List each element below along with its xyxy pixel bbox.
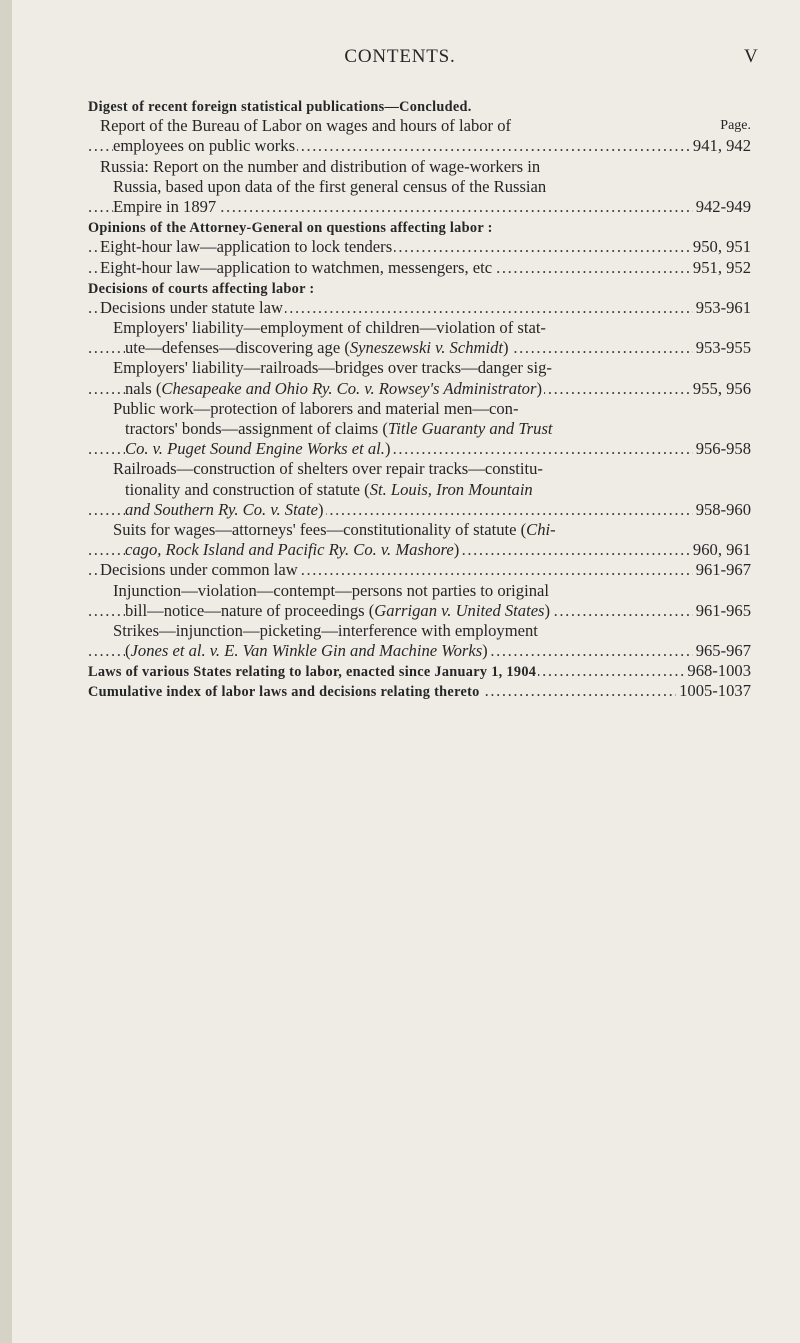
toc-entry-text: [125, 419, 555, 438]
toc-entry-text: [125, 480, 535, 499]
case-name: and Southern Ry. Co. v. State: [125, 499, 318, 519]
entry-text: tractors' bonds—assignment of claims (: [125, 419, 388, 438]
entry-text-end: ): [536, 378, 542, 398]
toc-entry: [88, 439, 751, 459]
toc-entry-text: [88, 220, 495, 236]
entry-text-end: ): [453, 540, 460, 560]
page-reference: 965-967: [693, 641, 751, 661]
entry-text: Decisions of courts affecting labor :: [88, 280, 315, 297]
toc-entry: [88, 318, 751, 338]
case-name: Syneszewski v. Schmidt: [349, 338, 504, 358]
page-reference: 953-955: [693, 338, 751, 358]
entry-text: Employers' liability—railroads—bridges over tracks—danger sig-: [113, 358, 552, 378]
toc-entry: [88, 116, 751, 136]
toc-entry: [88, 661, 751, 681]
case-name: Garrigan v. United States: [374, 600, 545, 620]
toc-entry: [88, 338, 751, 358]
case-name: Chi-: [526, 519, 556, 539]
toc-entry-text: [100, 116, 513, 135]
toc-entry-text: [88, 664, 538, 680]
case-name: Co. v. Puget Sound Engine Works et al.: [125, 439, 385, 459]
toc-entry: [88, 581, 751, 601]
page-reference: 955, 956: [690, 379, 751, 399]
toc-entry-text: [100, 560, 300, 579]
toc-entry-text: [113, 318, 548, 337]
toc-entry-text: [113, 459, 545, 478]
case-name: Jones et al. v. E. Van Winkle Gin and Machine Works: [130, 641, 483, 661]
case-name: cago, Rock Island and Pacific Ry. Co. v. Mashore: [125, 540, 454, 560]
entry-text: Opinions of the Attorney-General on questions affecting labor :: [88, 220, 493, 237]
page-reference: 968-1003: [684, 661, 751, 681]
toc-entry: [88, 258, 751, 278]
entry-text: Employers' liability—employment of children—violation of stat-: [113, 318, 546, 338]
page-reference: 950, 951: [690, 237, 751, 257]
entry-text: bill—notice—nature of proceedings (: [125, 600, 375, 620]
entry-text: Decisions under common law: [100, 560, 298, 580]
entry-text-end: ): [317, 499, 324, 519]
toc-entry-text: [88, 99, 474, 115]
page-reference: 960, 961: [690, 540, 751, 560]
page-reference: 958-960: [693, 500, 751, 520]
case-name: St. Louis, Iron Mountain: [369, 479, 533, 499]
toc-entry: [88, 621, 751, 641]
toc-entry: [88, 358, 751, 378]
entry-text: Cumulative index of labor laws and decisions relating thereto: [88, 684, 480, 701]
toc-entry-text: [125, 601, 552, 620]
toc-entry: [88, 399, 751, 419]
entry-text: nals (: [125, 378, 162, 398]
toc-entry: [88, 298, 751, 318]
toc-entry-text: [100, 157, 542, 176]
toc-entry: [88, 520, 751, 540]
entry-text: Russia: Report on the number and distribution of wage-workers in: [100, 156, 541, 176]
entry-text-end: ): [503, 338, 509, 358]
page-number: V: [744, 46, 758, 67]
entry-text: Injunction—violation—contempt—persons not parties to original: [113, 580, 549, 600]
toc-entry-text: [113, 136, 297, 155]
toc-entry-text: [125, 379, 544, 398]
page-reference: 941, 942: [690, 136, 751, 156]
entry-text: Eight-hour law—application to lock tenders: [100, 237, 393, 257]
entry-text: Eight-hour law—application to watchmen, messengers, etc: [100, 257, 493, 277]
toc-entry: [88, 601, 751, 621]
page-reference: 953-961: [693, 298, 751, 318]
page-reference: 961-965: [693, 601, 751, 621]
entry-text: Public work—protection of laborers and material men—con-: [113, 398, 519, 418]
page-title: CONTENTS.: [344, 46, 456, 67]
toc-entry: [88, 681, 751, 701]
toc-entry-text: [100, 298, 285, 317]
toc-entry: [88, 560, 751, 580]
entry-text-end: ): [544, 600, 551, 620]
toc-entry-text: [113, 197, 218, 216]
page-reference: 942-949: [693, 197, 751, 217]
page-reference: 951, 952: [690, 258, 751, 278]
entry-text: (: [125, 641, 131, 661]
toc-entry-text: [100, 258, 494, 277]
toc-entry-text: [125, 439, 392, 458]
toc-entry-text: [100, 237, 394, 256]
entry-text: Report of the Bureau of Labor on wages and hours of labor of: [100, 116, 512, 136]
page-reference: 956-958: [693, 439, 751, 459]
toc-entry: [88, 278, 751, 298]
entry-text: Digest of recent foreign statistical publications—Concluded.: [88, 99, 472, 115]
entry-text: Decisions under statute law: [100, 297, 283, 317]
case-name: Title Guaranty and Trust: [387, 419, 553, 438]
entry-text-end: ): [384, 439, 391, 459]
toc-entry-text: [125, 500, 326, 519]
entry-text: Empire in 1897: [113, 196, 217, 216]
toc-entry: [88, 379, 751, 399]
toc-entry: [88, 237, 751, 257]
toc-entry-text: [88, 281, 316, 297]
page-reference: 1005-1037: [676, 681, 751, 701]
entry-text: Russia, based upon data of the first general census of the Russian: [113, 176, 547, 196]
toc-entry-text: [125, 540, 461, 559]
entry-text: employees on public works: [113, 136, 296, 156]
table-of-contents: [88, 96, 751, 702]
toc-entry-text: [113, 177, 548, 196]
toc-entry: [88, 500, 751, 520]
toc-entry: [88, 157, 751, 177]
toc-entry: [88, 177, 751, 197]
toc-entry-text: [88, 684, 482, 700]
entry-text-end: ): [482, 641, 488, 661]
toc-entry: [88, 197, 751, 217]
page-column-label: Page.: [717, 116, 751, 136]
toc-entry: [88, 641, 751, 661]
entry-text: Railroads—construction of shelters over repair tracks—constitu-: [113, 459, 543, 479]
toc-entry-text: [113, 621, 540, 640]
entry-text: ute—defenses—discovering age (: [125, 338, 350, 358]
entry-text: Strikes—injunction—picketing—interference with employment: [113, 620, 538, 640]
toc-entry-text: [125, 641, 490, 660]
toc-entry: [88, 459, 751, 479]
entry-text: Suits for wages—attorneys' fees—constitutionality of statute (: [113, 519, 527, 539]
toc-entry: [88, 540, 751, 560]
toc-entry: [88, 419, 751, 439]
toc-entry-text: [125, 338, 511, 357]
toc-entry: [88, 96, 751, 116]
entry-text: tionality and construction of statute (: [125, 479, 370, 499]
page-header: [0, 46, 800, 70]
toc-entry: [88, 217, 751, 237]
toc-entry-text: [113, 581, 551, 600]
toc-entry: [88, 136, 751, 156]
page-reference: 961-967: [693, 560, 751, 580]
toc-entry: [88, 480, 751, 500]
case-name: Chesapeake and Ohio Ry. Co. v. Rowsey's Administrator: [161, 378, 537, 398]
entry-text: Laws of various States relating to labor, enacted since January 1, 1904: [88, 664, 537, 681]
toc-entry-text: [113, 520, 558, 539]
page-edge: [0, 0, 12, 1343]
toc-entry-text: [113, 399, 521, 418]
toc-entry-text: [113, 358, 554, 377]
